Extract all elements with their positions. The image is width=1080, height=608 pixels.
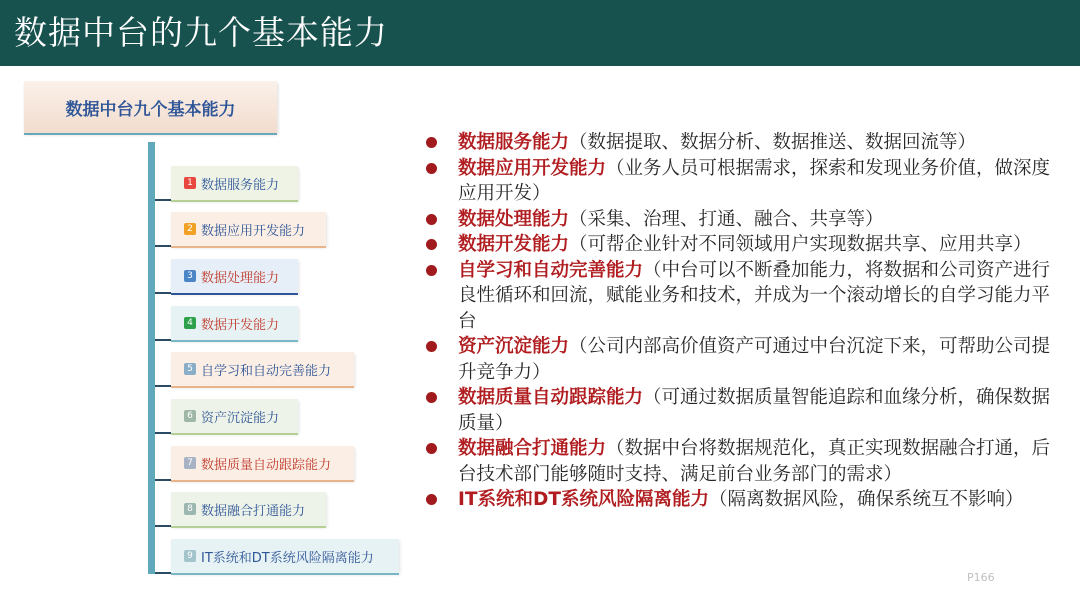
capability-name: 数据处理能力 xyxy=(458,208,570,230)
item-number-badge: 2 xyxy=(184,223,196,235)
page-number: P166 xyxy=(967,571,995,584)
item-number-badge: 5 xyxy=(184,363,196,375)
tree-branch xyxy=(155,245,171,247)
item-underline xyxy=(171,293,298,295)
capability-list xyxy=(424,130,1064,513)
item-number-badge: 4 xyxy=(184,317,196,329)
tree-branch xyxy=(155,385,171,387)
capability-desc: （隔离数据风险，确保系统互不影响） xyxy=(708,489,1024,510)
item-underline xyxy=(171,340,298,342)
tree-root-label: 数据中台九个基本能力 xyxy=(65,99,236,120)
tree-branch xyxy=(155,339,171,341)
capability-desc: （公司内部高价值资产可通过中台沉淀下来，可帮助公司提升竞争力） xyxy=(458,336,1051,383)
bullet-icon xyxy=(426,137,437,148)
tree-item-label: 数据质量自动跟踪能力 xyxy=(201,457,332,473)
tree-branch xyxy=(155,525,171,527)
capability-item xyxy=(424,385,1064,436)
capability-desc: （数据中台将数据规范化，真正实现数据融合打通，后台技术部门能够随时支持、满足前台业务部门的需求） xyxy=(458,438,1051,485)
tree-branch xyxy=(155,479,171,481)
item-number-badge: 3 xyxy=(184,270,196,282)
capability-item xyxy=(424,207,1064,233)
capability-name: IT系统和DT系统风险隔离能力 xyxy=(458,489,709,510)
bullet-icon xyxy=(426,163,437,174)
capability-item xyxy=(424,232,1064,258)
title-bar xyxy=(0,0,1080,66)
item-underline xyxy=(171,573,399,575)
tree-item-label: 数据应用开发能力 xyxy=(201,223,306,239)
slide-title: 数据中台的九个基本能力 xyxy=(14,13,388,52)
tree-item-label: 自学习和自动完善能力 xyxy=(201,363,332,379)
tree-item xyxy=(171,259,298,293)
capability-desc: （数据提取、数据分析、数据推送、数据回流等） xyxy=(569,132,977,153)
bullet-icon xyxy=(426,494,437,505)
tree-item xyxy=(171,352,354,386)
bullet-icon xyxy=(426,443,437,454)
bullet-icon xyxy=(426,341,437,352)
capability-name: 数据融合打通能力 xyxy=(458,438,607,459)
tree-item-label: 数据开发能力 xyxy=(201,317,280,333)
capability-desc: （业务人员可根据需求，探索和发现业务价值，做深度应用开发） xyxy=(458,157,1051,204)
capability-item xyxy=(424,156,1064,207)
tree-branch xyxy=(155,199,171,201)
capability-item xyxy=(424,487,1064,513)
item-number-badge: 9 xyxy=(184,550,196,562)
capability-desc: （可通过数据质量智能追踪和血缘分析，确保数据质量） xyxy=(458,387,1051,434)
tree-root-box xyxy=(24,81,277,133)
tree-item xyxy=(171,166,298,200)
tree-root-underline xyxy=(24,133,277,135)
item-underline xyxy=(171,386,354,388)
tree-item-label: 数据服务能力 xyxy=(201,177,280,193)
tree-item-label: 数据融合打通能力 xyxy=(201,503,306,519)
item-number-badge: 6 xyxy=(184,410,196,422)
tree-item xyxy=(171,446,354,480)
item-number-badge: 8 xyxy=(184,503,196,515)
capability-item xyxy=(424,258,1064,335)
capability-name: 数据应用开发能力 xyxy=(458,157,607,179)
tree-item-label: 资产沉淀能力 xyxy=(201,410,280,426)
tree-item xyxy=(171,399,298,433)
capability-item xyxy=(424,436,1064,487)
tree-item xyxy=(171,492,326,526)
capability-desc: （中台可以不断叠加能力，将数据和公司资产进行良性循环和回流，赋能业务和技术，并成为一个滚动增长的自学习能力平台 xyxy=(458,259,1051,332)
capability-name: 数据开发能力 xyxy=(458,234,570,255)
capability-item xyxy=(424,130,1064,156)
item-underline xyxy=(171,526,326,528)
tree-item xyxy=(171,306,298,340)
capability-desc: （可帮企业针对不同领域用户实现数据共享、应用共享） xyxy=(569,234,1032,255)
bullet-icon xyxy=(426,265,437,276)
tree-trunk xyxy=(148,142,155,574)
item-number-badge: 1 xyxy=(184,177,196,189)
capability-name: 资产沉淀能力 xyxy=(458,336,570,357)
bullet-icon xyxy=(426,239,437,250)
tree-item-label: 数据处理能力 xyxy=(201,270,280,286)
item-underline xyxy=(171,480,354,482)
tree-item xyxy=(171,212,326,246)
bullet-icon xyxy=(426,214,437,225)
item-underline xyxy=(171,200,298,202)
capability-name: 数据服务能力 xyxy=(458,132,570,153)
item-underline xyxy=(171,246,326,248)
item-number-badge: 7 xyxy=(184,457,196,469)
capability-item xyxy=(424,334,1064,385)
tree-item-label: IT系统和DT系统风险隔离能力 xyxy=(201,550,374,566)
bullet-icon xyxy=(426,392,437,403)
tree-item xyxy=(171,539,399,573)
tree-branch xyxy=(155,572,171,574)
item-underline xyxy=(171,433,298,435)
capability-name: 数据质量自动跟踪能力 xyxy=(458,387,644,408)
tree-branch xyxy=(155,292,171,294)
capability-name: 自学习和自动完善能力 xyxy=(458,259,644,281)
capability-desc: （采集、治理、打通、融合、共享等） xyxy=(569,208,884,230)
tree-branch xyxy=(155,432,171,434)
